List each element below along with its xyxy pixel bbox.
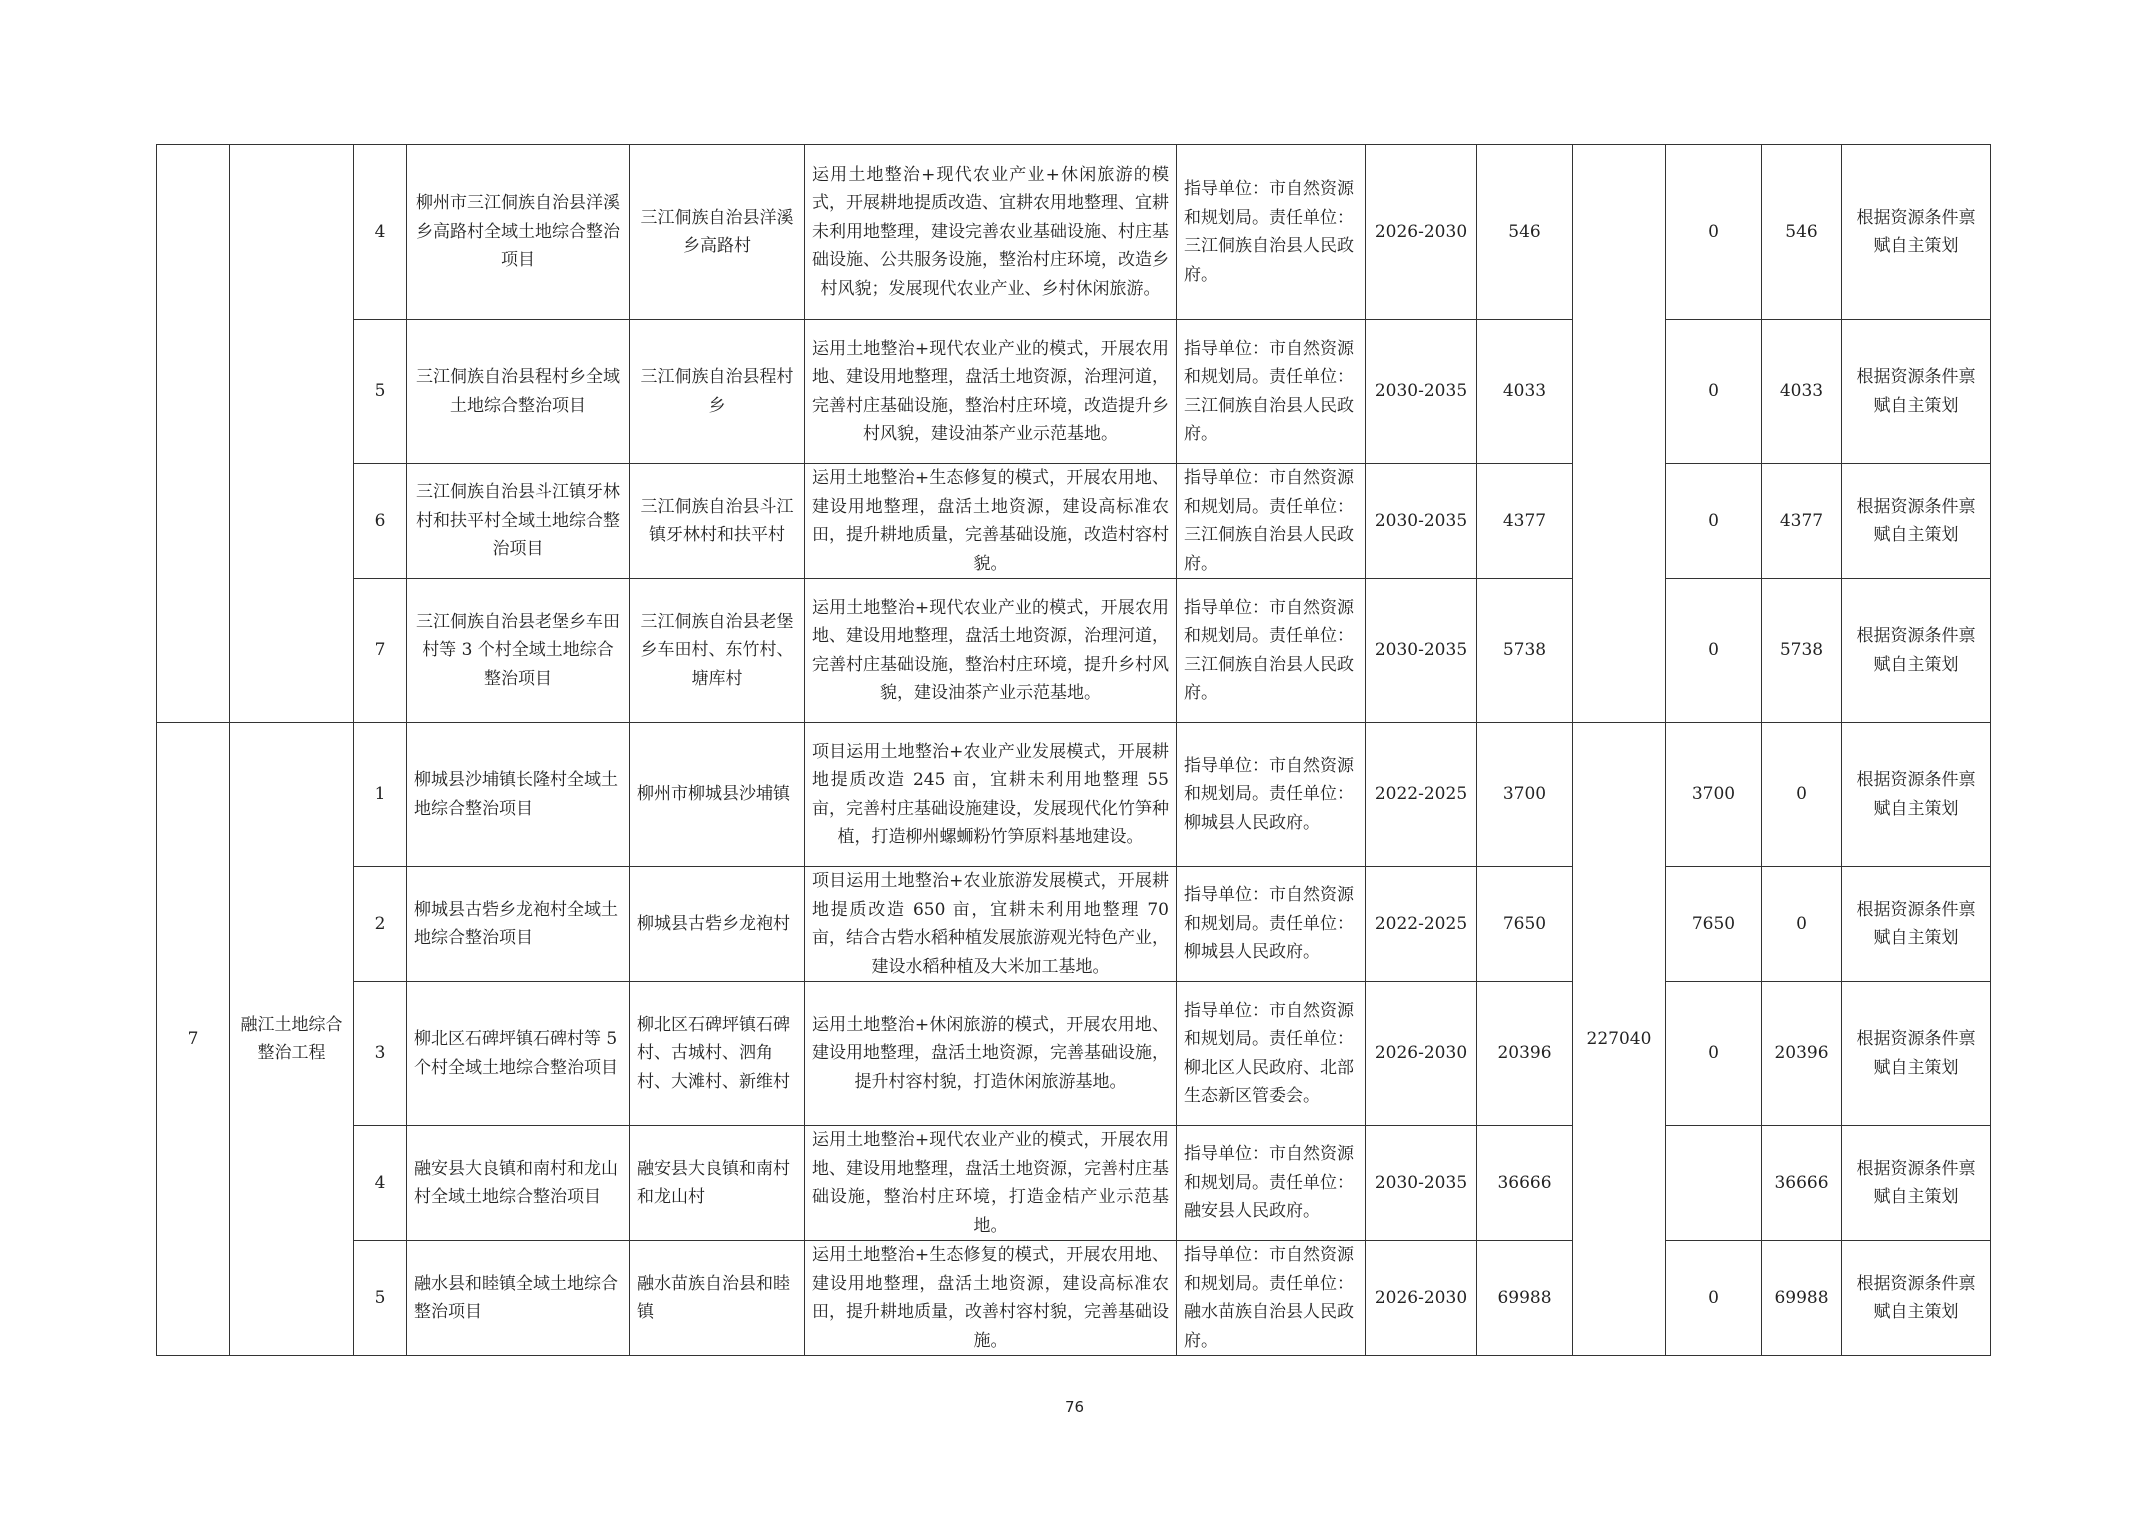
project-long-term: 36666 [1762, 1126, 1842, 1241]
project-source: 根据资源条件禀赋自主策划 [1842, 145, 1991, 320]
project-seq: 4 [354, 145, 407, 320]
project-period: 2030-2035 [1366, 464, 1477, 579]
project-seq: 6 [354, 464, 407, 579]
project-name: 柳北区石碑坪镇石碑村等 5 个村全域土地综合整治项目 [407, 982, 630, 1126]
project-location: 融安县大良镇和南村和龙山村 [630, 1126, 805, 1241]
project-near-term: 0 [1666, 320, 1762, 464]
project-near-term: 7650 [1666, 867, 1762, 982]
project-source: 根据资源条件禀赋自主策划 [1842, 723, 1991, 867]
project-near-term: 0 [1666, 145, 1762, 320]
project-source: 根据资源条件禀赋自主策划 [1842, 1241, 1991, 1356]
project-period: 2026-2030 [1366, 1241, 1477, 1356]
project-near-term: 0 [1666, 464, 1762, 579]
project-seq: 5 [354, 1241, 407, 1356]
project-content: 运用土地整治+现代农业产业的模式，开展农用地、建设用地整理，盘活土地资源，治理河道，完善村庄基础设施，整治村庄环境，提升乡村风貌，建设油茶产业示范基地。 [805, 579, 1177, 723]
project-near-term: 0 [1666, 579, 1762, 723]
project-name: 柳州市三江侗族自治县洋溪乡高路村全域土地综合整治项目 [407, 145, 630, 320]
project-period: 2022-2025 [1366, 867, 1477, 982]
project-investment: 20396 [1477, 982, 1573, 1126]
group-number-cell [157, 145, 230, 723]
project-unit: 指导单位：市自然资源和规划局。责任单位：三江侗族自治县人民政府。 [1177, 320, 1366, 464]
page-number: 76 [1064, 1398, 1085, 1416]
project-source: 根据资源条件禀赋自主策划 [1842, 982, 1991, 1126]
project-location: 融水苗族自治县和睦镇 [630, 1241, 805, 1356]
group-total-cell [1573, 145, 1666, 723]
project-location: 柳州市柳城县沙埔镇 [630, 723, 805, 867]
table-row [157, 982, 1991, 1126]
project-content: 项目运用土地整治+农业产业发展模式，开展耕地提质改造 245 亩，宜耕未利用地整理 55 亩，完善村庄基础设施建设，发展现代化竹笋种植，打造柳州螺蛳粉竹笋原料基地建设。 [805, 723, 1177, 867]
project-content: 运用土地整治+生态修复的模式，开展农用地、建设用地整理，盘活土地资源，建设高标准农田，提升耕地质量，完善基础设施，改造村容村貌。 [805, 464, 1177, 579]
project-investment: 546 [1477, 145, 1573, 320]
table-row [157, 579, 1991, 723]
group-name-cell [230, 145, 354, 723]
project-unit: 指导单位：市自然资源和规划局。责任单位：三江侗族自治县人民政府。 [1177, 579, 1366, 723]
table-row [157, 867, 1991, 982]
project-investment: 4377 [1477, 464, 1573, 579]
project-period: 2030-2035 [1366, 579, 1477, 723]
project-long-term: 546 [1762, 145, 1842, 320]
project-investment: 5738 [1477, 579, 1573, 723]
project-seq: 1 [354, 723, 407, 867]
project-source: 根据资源条件禀赋自主策划 [1842, 1126, 1991, 1241]
project-period: 2026-2030 [1366, 145, 1477, 320]
project-location: 柳北区石碑坪镇石碑村、古城村、泗角村、大滩村、新维村 [630, 982, 805, 1126]
project-location: 三江侗族自治县斗江镇牙林村和扶平村 [630, 464, 805, 579]
project-long-term: 69988 [1762, 1241, 1842, 1356]
group-total: 227040 [1573, 723, 1666, 1356]
project-unit: 指导单位：市自然资源和规划局。责任单位：柳城县人民政府。 [1177, 867, 1366, 982]
project-content: 项目运用土地整治+农业旅游发展模式，开展耕地提质改造 650 亩，宜耕未利用地整理 70 亩，结合古砦水稻种植发展旅游观光特色产业，建设水稻种植及大米加工基地。 [805, 867, 1177, 982]
group-number: 7 [157, 723, 230, 1356]
project-seq: 2 [354, 867, 407, 982]
project-long-term: 0 [1762, 723, 1842, 867]
project-name: 柳城县古砦乡龙袍村全域土地综合整治项目 [407, 867, 630, 982]
table-row [157, 723, 1991, 867]
project-long-term: 4377 [1762, 464, 1842, 579]
project-unit: 指导单位：市自然资源和规划局。责任单位：融安县人民政府。 [1177, 1126, 1366, 1241]
project-period: 2022-2025 [1366, 723, 1477, 867]
project-long-term: 5738 [1762, 579, 1842, 723]
project-investment: 3700 [1477, 723, 1573, 867]
project-table [156, 144, 1991, 1356]
project-location: 三江侗族自治县程村乡 [630, 320, 805, 464]
project-content: 运用土地整治+休闲旅游的模式，开展农用地、建设用地整理，盘活土地资源，完善基础设施，提升村容村貌，打造休闲旅游基地。 [805, 982, 1177, 1126]
project-content: 运用土地整治+现代农业产业的模式，开展农用地、建设用地整理，盘活土地资源，治理河道，完善村庄基础设施，整治村庄环境，改造提升乡村风貌，建设油茶产业示范基地。 [805, 320, 1177, 464]
project-unit: 指导单位：市自然资源和规划局。责任单位：柳北区人民政府、北部生态新区管委会。 [1177, 982, 1366, 1126]
project-long-term: 20396 [1762, 982, 1842, 1126]
group-name: 融江土地综合整治工程 [230, 723, 354, 1356]
project-near-term: 0 [1666, 1241, 1762, 1356]
project-period: 2030-2035 [1366, 1126, 1477, 1241]
project-unit: 指导单位：市自然资源和规划局。责任单位：柳城县人民政府。 [1177, 723, 1366, 867]
table-row [157, 145, 1991, 320]
project-name: 融水县和睦镇全域土地综合整治项目 [407, 1241, 630, 1356]
project-period: 2030-2035 [1366, 320, 1477, 464]
project-seq: 3 [354, 982, 407, 1126]
project-source: 根据资源条件禀赋自主策划 [1842, 320, 1991, 464]
project-seq: 4 [354, 1126, 407, 1241]
project-investment: 4033 [1477, 320, 1573, 464]
project-long-term: 4033 [1762, 320, 1842, 464]
project-unit: 指导单位：市自然资源和规划局。责任单位：融水苗族自治县人民政府。 [1177, 1241, 1366, 1356]
project-near-term: 0 [1666, 982, 1762, 1126]
project-near-term [1666, 1126, 1762, 1241]
project-period: 2026-2030 [1366, 982, 1477, 1126]
project-unit: 指导单位：市自然资源和规划局。责任单位：三江侗族自治县人民政府。 [1177, 464, 1366, 579]
project-name: 三江侗族自治县老堡乡车田村等 3 个村全域土地综合整治项目 [407, 579, 630, 723]
project-source: 根据资源条件禀赋自主策划 [1842, 867, 1991, 982]
project-investment: 7650 [1477, 867, 1573, 982]
project-location: 三江侗族自治县洋溪乡高路村 [630, 145, 805, 320]
project-long-term: 0 [1762, 867, 1842, 982]
project-name: 柳城县沙埔镇长隆村全域土地综合整治项目 [407, 723, 630, 867]
project-investment: 69988 [1477, 1241, 1573, 1356]
project-near-term: 3700 [1666, 723, 1762, 867]
project-seq: 5 [354, 320, 407, 464]
project-name: 三江侗族自治县斗江镇牙林村和扶平村全域土地综合整治项目 [407, 464, 630, 579]
project-location: 三江侗族自治县老堡乡车田村、东竹村、塘库村 [630, 579, 805, 723]
project-content: 运用土地整治+生态修复的模式，开展农用地、建设用地整理，盘活土地资源，建设高标准农田，提升耕地质量，改善村容村貌，完善基础设施。 [805, 1241, 1177, 1356]
project-location: 柳城县古砦乡龙袍村 [630, 867, 805, 982]
table-row [157, 464, 1991, 579]
project-content: 运用土地整治+现代农业产业+休闲旅游的模式，开展耕地提质改造、宜耕农用地整理、宜耕未利用地整理，建设完善农业基础设施、村庄基础设施、公共服务设施，整治村庄环境，改造乡村风貌；发展现代农业产业、乡村休闲旅游。 [805, 145, 1177, 320]
table-row [157, 1241, 1991, 1356]
project-content: 运用土地整治+现代农业产业的模式，开展农用地、建设用地整理，盘活土地资源，完善村庄基础设施，整治村庄环境，打造金桔产业示范基地。 [805, 1126, 1177, 1241]
project-seq: 7 [354, 579, 407, 723]
table-row [157, 320, 1991, 464]
project-source: 根据资源条件禀赋自主策划 [1842, 464, 1991, 579]
project-investment: 36666 [1477, 1126, 1573, 1241]
project-source: 根据资源条件禀赋自主策划 [1842, 579, 1991, 723]
project-unit: 指导单位：市自然资源和规划局。责任单位：三江侗族自治县人民政府。 [1177, 145, 1366, 320]
project-name: 三江侗族自治县程村乡全域土地综合整治项目 [407, 320, 630, 464]
table-row [157, 1126, 1991, 1241]
project-name: 融安县大良镇和南村和龙山村全域土地综合整治项目 [407, 1126, 630, 1241]
